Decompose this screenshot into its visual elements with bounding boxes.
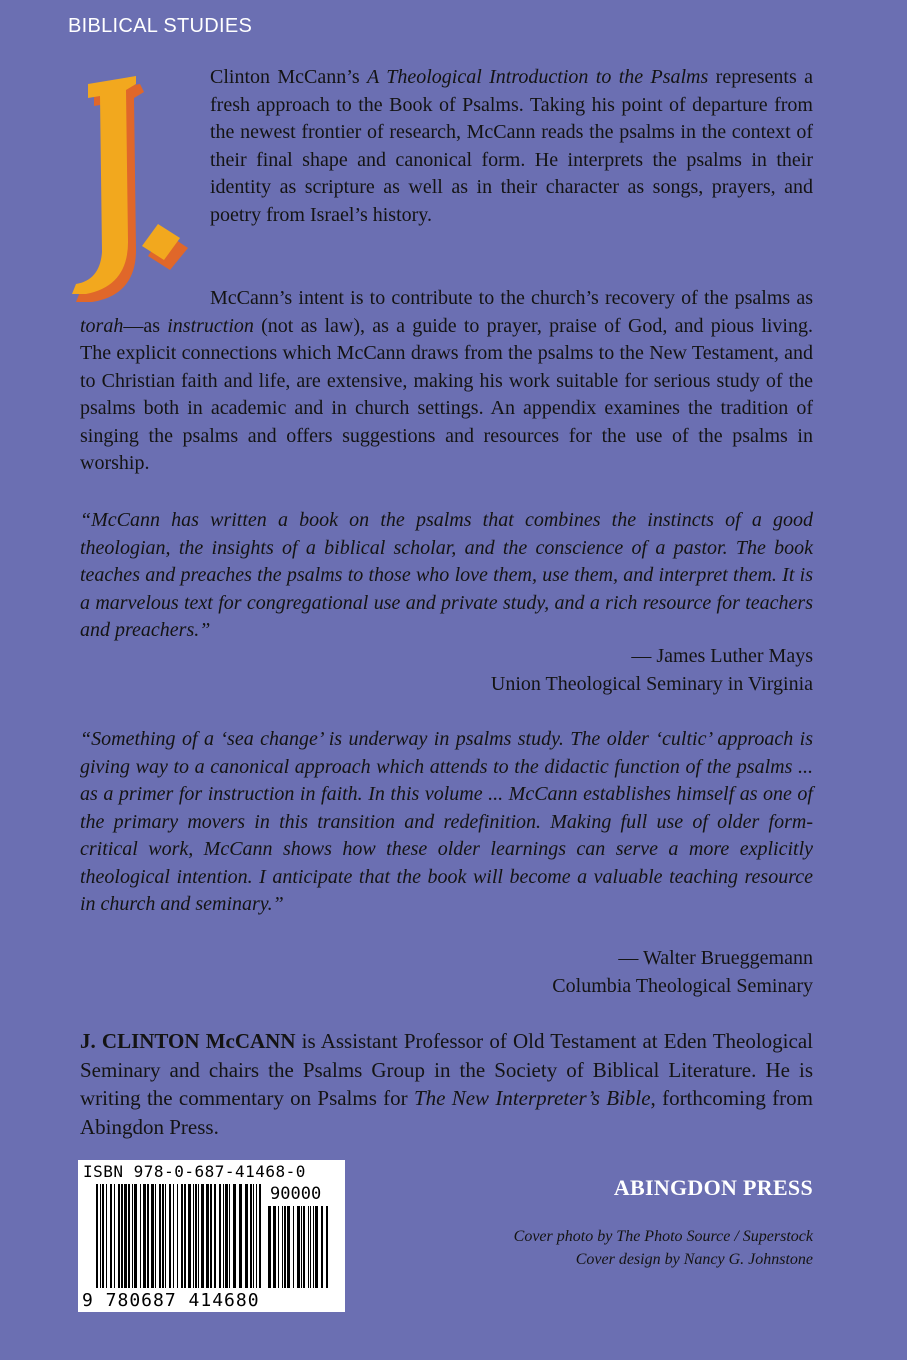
price-code: 90000 — [270, 1184, 322, 1204]
torah-word: torah — [80, 314, 124, 337]
photo-credit: Cover photo by The Photo Source / Superstock — [513, 1228, 813, 1245]
intro-prefix: Clinton McCann’s — [210, 66, 367, 88]
intro-body: represents a fresh approach to the Book of Psalms. Taking his point of departure from the newest frontier of research, McCann reads the psalms in the context of their final shape and canonical form. He interprets the psalms in their identity as scripture as well as in their character as songs, prayers, and poetry from Israel’s history. — [210, 66, 813, 226]
intent-paragraph — [80, 285, 813, 478]
dropcap-j-logo — [70, 70, 200, 310]
attribution-author: — Walter Brueggemann — [618, 947, 813, 969]
bio-end: , forthcoming from Abingdon Press. — [80, 1086, 813, 1139]
intent-dash: —as — [123, 314, 168, 337]
author-bio — [80, 1027, 813, 1141]
design-credit: Cover design by Nancy G. Johnstone — [575, 1251, 813, 1268]
isbn-barcode — [78, 1160, 345, 1312]
instruction-word: instruction — [167, 314, 254, 337]
attribution-author: — James Luther Mays — [631, 645, 813, 667]
category-label: BIBLICAL STUDIES — [68, 15, 253, 37]
bio-book-title: The New Interpreter’s Bible — [413, 1086, 651, 1110]
intent-part1: McCann’s intent is to contribute to the church’s recovery of the psalms as — [210, 287, 813, 309]
cover-credits — [514, 1225, 813, 1271]
price-barcode-bars — [268, 1206, 330, 1288]
attribution-affiliation: Columbia Theological Seminary — [552, 974, 813, 997]
book-title: A Theological Introduction to the Psalms — [366, 66, 709, 88]
publisher-name: ABINGDON PRESS — [613, 1175, 813, 1200]
attribution-mays — [491, 643, 813, 698]
isbn-number: ISBN 978-0-687-41468-0 — [83, 1162, 306, 1181]
intent-part2: (not as law), as a guide to prayer, praise of God, and pious living. The explicit connections which McCann draws from the psalms to the New Testament, and to Christian faith and life, are extensive, making his work suitable for serious study of the psalms both in academic and in church settings. An appendix examines the tradition of singing the psalms and offers suggestions and resources for the use of the psalms in worship. — [80, 314, 813, 474]
author-name: J. CLINTON McCANN — [80, 1029, 296, 1053]
quote-brueggemann: “Something of a ‘sea change’ is underway in psalms study. The older ‘cultic’ approach is giving way to a canonical approach which attends to the didactic function of the psalms ... as a primer for instruction in faith. In this volume ... McCann establishes himself as one of the primary movers in this transition and redefinition. Making full use of older form-critical work, McCann shows how these older learnings can serve a more explicitly theological intention. I anticipate that the book will become a valuable teaching resource in church and seminary.” — [80, 728, 813, 915]
ean-number: 9 780687 414680 — [82, 1290, 260, 1311]
intro-paragraph — [210, 64, 813, 229]
attribution-brueggemann — [552, 945, 813, 1000]
attribution-affiliation: Union Theological Seminary in Virginia — [490, 672, 813, 695]
ean-barcode-bars — [96, 1184, 261, 1288]
bio-text: is Assistant Professor of Old Testament at Eden Theological Seminary and chairs the Psalms Group in the Society of Biblical Literature. He is writing the commentary on Psalms for — [80, 1029, 813, 1110]
quote-mays: “McCann has written a book on the psalms that combines the instincts of a good theologian, the insights of a biblical scholar, and the conscience of a pastor. The book teaches and preaches the psalms to those who love them, use them, and interpret them. It is a marvelous text for congregational use and private study, and a rich resource for teachers and preachers.” — [80, 509, 813, 641]
